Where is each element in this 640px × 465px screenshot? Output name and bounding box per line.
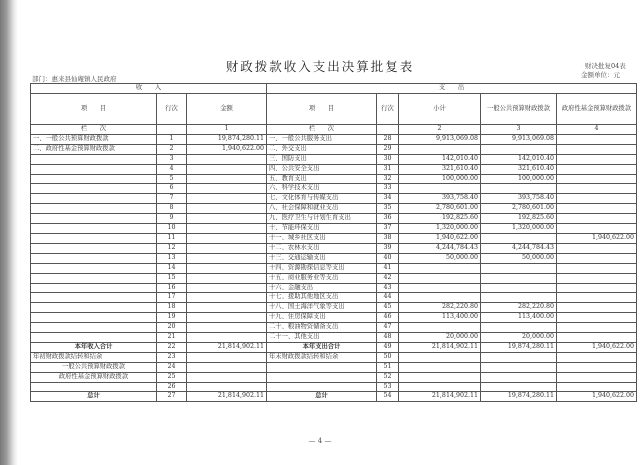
expense-row-no-cell: 37: [377, 224, 399, 234]
income-amount-cell: [187, 362, 267, 372]
general-budget-amount-cell: 19,874,280.11: [481, 392, 557, 402]
table-row: [31, 214, 637, 224]
table-row: [31, 372, 637, 382]
expense-item-cell: 九、医疗卫生与计划生育支出: [267, 214, 377, 224]
income-row-no-cell: 2: [157, 144, 187, 154]
subtotal-cell: [399, 323, 481, 333]
gov-fund-amount-cell: [557, 194, 637, 204]
gov-fund-amount-cell: [557, 362, 637, 372]
table-row: [31, 243, 637, 253]
income-row-no-cell: 18: [157, 303, 187, 313]
expense-row-no-cell: 47: [377, 323, 399, 333]
subtotal-cell: 9,913,069.08: [399, 134, 481, 144]
general-budget-amount-cell: [481, 283, 557, 293]
expense-row-no-cell: 50: [377, 352, 399, 362]
gov-fund-amount-cell: [557, 382, 637, 392]
gov-fund-amount-cell: 1,940,622.00: [557, 233, 637, 243]
general-budget-amount-cell: 20,000.00: [481, 333, 557, 343]
income-item-cell: [31, 204, 157, 214]
page-title: 财政拨款收入支出决算批复表: [225, 59, 415, 74]
general-budget-amount-cell: 50,000.00: [481, 253, 557, 263]
general-budget-amount-cell: 113,400.00: [481, 313, 557, 323]
expense-row-no-cell: 49: [377, 342, 399, 352]
table-row: [31, 333, 637, 343]
income-amount-cell: [187, 204, 267, 214]
income-item-cell: 二、政府性基金预算财政拨款: [31, 144, 157, 154]
expense-item-cell: 十四、资源勘探信息等支出: [267, 263, 377, 273]
amount-unit: 金额单位：元: [581, 71, 620, 79]
income-amount-cell: [187, 293, 267, 303]
gov-fund-amount-cell: [557, 263, 637, 273]
income-row-no-cell: 1: [157, 134, 187, 144]
page-number: — 4 —: [308, 437, 332, 445]
income-amount-cell: [187, 372, 267, 382]
general-budget-amount-cell: [481, 233, 557, 243]
expense-item-cell: 二、外交支出: [267, 144, 377, 154]
gov-fund-amount-cell: [557, 174, 637, 184]
expense-row-no-header: 行次: [377, 94, 399, 125]
income-row-no-cell: 22: [157, 342, 187, 352]
table-row: [31, 174, 637, 184]
income-row-no-cell: 12: [157, 243, 187, 253]
income-row-no-cell: 10: [157, 224, 187, 234]
subtotal-cell: 1,940,622.00: [399, 233, 481, 243]
income-item-cell: [31, 194, 157, 204]
income-row-no-cell: 16: [157, 283, 187, 293]
expense-item-cell: 六、科学技术支出: [267, 184, 377, 194]
subtotal-cell: [399, 263, 481, 273]
table-row: [31, 283, 637, 293]
income-amount-cell: [187, 352, 267, 362]
income-amount-cell: [187, 174, 267, 184]
income-amount-cell: [187, 382, 267, 392]
department-label: 部门：惠来县仙庵镇人民政府: [32, 75, 117, 83]
expense-row-no-cell: 38: [377, 233, 399, 243]
table-row: [31, 134, 637, 144]
income-item-cell: [31, 333, 157, 343]
expense-header: 支 出: [267, 84, 637, 94]
expense-item-cell: 十一、城乡社区支出: [267, 233, 377, 243]
gov-fund-amount-cell: [557, 214, 637, 224]
expense-row-no-cell: 42: [377, 273, 399, 283]
general-budget-amount-cell: 393,758.40: [481, 194, 557, 204]
income-amount-cell: [187, 283, 267, 293]
subtotal-cell: [399, 283, 481, 293]
income-row-no-cell: 27: [157, 392, 187, 402]
subtotal-cell: 20,000.00: [399, 333, 481, 343]
expense-row-no-cell: 41: [377, 263, 399, 273]
expense-item-cell: 一、一般公共服务支出: [267, 134, 377, 144]
income-item-cell: [31, 273, 157, 283]
subtotal-cell: [399, 372, 481, 382]
table-row: [31, 392, 637, 402]
income-amount-cell: [187, 164, 267, 174]
income-row-no-cell: 9: [157, 214, 187, 224]
subtotal-cell: 1,320,000.00: [399, 224, 481, 234]
expense-row-no-cell: 33: [377, 184, 399, 194]
income-row-no-cell: 26: [157, 382, 187, 392]
general-budget-amount-cell: 100,000.00: [481, 174, 557, 184]
table-row: [31, 273, 637, 283]
income-row-no-cell: 11: [157, 233, 187, 243]
subtotal-cell: 21,814,902.11: [399, 342, 481, 352]
expense-row-no-cell: 54: [377, 392, 399, 402]
income-item-cell: [31, 313, 157, 323]
table-row: [31, 144, 637, 154]
column-index-2: 2: [399, 125, 481, 135]
gov-fund-amount-cell: [557, 293, 637, 303]
income-amount-cell: 21,814,902.11: [187, 392, 267, 402]
general-budget-amount-cell: [481, 382, 557, 392]
table-row: [31, 253, 637, 263]
gov-fund-amount-cell: 1,940,622.00: [557, 392, 637, 402]
gov-fund-amount-cell: [557, 303, 637, 313]
gov-fund-amount-cell: [557, 283, 637, 293]
gov-fund-amount-cell: [557, 333, 637, 343]
gov-fund-header: 政府性基金预算财政拨款: [557, 94, 637, 125]
income-item-cell: 年初财政拨款结转和结余: [31, 352, 157, 362]
subtotal-cell: 50,000.00: [399, 253, 481, 263]
column-index-3: 3: [481, 125, 557, 135]
table-row: [31, 154, 637, 164]
expense-item-cell: 十、节能环保支出: [267, 224, 377, 234]
income-amount-cell: [187, 303, 267, 313]
gov-fund-amount-cell: 1,940,622.00: [557, 342, 637, 352]
general-budget-amount-cell: [481, 323, 557, 333]
gov-fund-amount-cell: [557, 164, 637, 174]
expense-row-no-cell: 28: [377, 134, 399, 144]
income-row-no-cell: 3: [157, 154, 187, 164]
subtotal-cell: 113,400.00: [399, 313, 481, 323]
subtotal-cell: [399, 273, 481, 283]
income-amount-cell: [187, 154, 267, 164]
subtotal-cell: 282,220.80: [399, 303, 481, 313]
budget-table: [30, 83, 637, 402]
table-row: [31, 293, 637, 303]
expense-item-cell: 年末财政拨款结转和结余: [267, 352, 377, 362]
expense-item-cell: [267, 382, 377, 392]
expense-item-cell: [267, 362, 377, 372]
expense-row-no-cell: 36: [377, 214, 399, 224]
general-budget-header: 一般公共预算财政拨款: [481, 94, 557, 125]
expense-item-cell: 十八、国土海洋气象等支出: [267, 303, 377, 313]
expense-row-no-cell: 51: [377, 362, 399, 372]
column-index-label: 栏 次: [31, 125, 157, 135]
expense-item-header: 项 目: [267, 94, 377, 125]
gov-fund-amount-cell: [557, 184, 637, 194]
subtotal-cell: [399, 144, 481, 154]
income-item-cell: 政府性基金预算财政拨款: [31, 372, 157, 382]
general-budget-amount-cell: [481, 293, 557, 303]
income-amount-cell: [187, 253, 267, 263]
table-row: [31, 224, 637, 234]
expense-item-cell: 十六、金融支出: [267, 283, 377, 293]
table-row: [31, 204, 637, 214]
income-row-no-cell: 4: [157, 164, 187, 174]
expense-row-no-cell: 40: [377, 253, 399, 263]
expense-row-no-cell: 45: [377, 303, 399, 313]
expense-item-cell: 十五、商业服务业等支出: [267, 273, 377, 283]
subtotal-cell: 2,780,601.00: [399, 204, 481, 214]
table-row: [31, 362, 637, 372]
income-amount-cell: 19,874,280.11: [187, 134, 267, 144]
income-item-cell: [31, 164, 157, 174]
income-amount-cell: [187, 323, 267, 333]
subtotal-cell: [399, 382, 481, 392]
income-item-cell: [31, 214, 157, 224]
income-amount-cell: 1,940,622.00: [187, 144, 267, 154]
table-row: [31, 323, 637, 333]
table-row: [31, 303, 637, 313]
income-row-no-cell: 23: [157, 352, 187, 362]
income-header: 收 入: [31, 84, 267, 94]
general-budget-amount-cell: 192,825.60: [481, 214, 557, 224]
income-item-cell: [31, 174, 157, 184]
general-budget-amount-cell: 19,874,280.11: [481, 342, 557, 352]
subtotal-cell: 21,814,902.11: [399, 392, 481, 402]
income-row-no-cell: 5: [157, 174, 187, 184]
gov-fund-amount-cell: [557, 253, 637, 263]
expense-item-cell: 十二、农林水支出: [267, 243, 377, 253]
table-row: [31, 184, 637, 194]
income-item-cell: [31, 293, 157, 303]
subtotal-cell: [399, 362, 481, 372]
income-amount-cell: [187, 313, 267, 323]
income-item-cell: [31, 303, 157, 313]
income-item-cell: 总计: [31, 392, 157, 402]
general-budget-amount-cell: 282,220.80: [481, 303, 557, 313]
expense-row-no-cell: 31: [377, 164, 399, 174]
expense-row-no-cell: 29: [377, 144, 399, 154]
expense-item-cell: 十三、交通运输支出: [267, 253, 377, 263]
income-row-no-cell: 19: [157, 313, 187, 323]
subtotal-cell: 321,610.40: [399, 164, 481, 174]
income-item-cell: [31, 184, 157, 194]
income-amount-cell: [187, 263, 267, 273]
table-row: [31, 164, 637, 174]
column-index-label: 栏 次: [267, 125, 377, 135]
column-index-4: 4: [557, 125, 637, 135]
general-budget-amount-cell: [481, 372, 557, 382]
expense-item-cell: [267, 372, 377, 382]
form-code: 财决批复04表: [585, 62, 626, 70]
table-body: [31, 134, 637, 401]
income-item-cell: [31, 253, 157, 263]
general-budget-amount-cell: 321,610.40: [481, 164, 557, 174]
expense-item-cell: 三、国防支出: [267, 154, 377, 164]
gov-fund-amount-cell: [557, 273, 637, 283]
income-row-no-cell: 25: [157, 372, 187, 382]
income-item-cell: [31, 283, 157, 293]
table-row: [31, 194, 637, 204]
general-budget-amount-cell: [481, 362, 557, 372]
income-item-cell: 一般公共预算财政拨款: [31, 362, 157, 372]
expense-row-no-cell: 46: [377, 313, 399, 323]
gov-fund-amount-cell: [557, 204, 637, 214]
income-amount-cell: [187, 333, 267, 343]
expense-row-no-cell: 34: [377, 194, 399, 204]
gov-fund-amount-cell: [557, 352, 637, 362]
expense-row-no-cell: 39: [377, 243, 399, 253]
general-budget-amount-cell: [481, 273, 557, 283]
table-row: [31, 233, 637, 243]
income-item-cell: 一、一般公共预算财政拨款: [31, 134, 157, 144]
table-row: [31, 382, 637, 392]
expense-row-no-cell: 30: [377, 154, 399, 164]
expense-row-no-cell: 43: [377, 283, 399, 293]
income-amount-cell: [187, 184, 267, 194]
income-row-no-cell: 7: [157, 194, 187, 204]
general-budget-amount-cell: 2,780,601.00: [481, 204, 557, 214]
gov-fund-amount-cell: [557, 313, 637, 323]
subtotal-cell: 4,244,784.43: [399, 243, 481, 253]
general-budget-amount-cell: 9,913,069.08: [481, 134, 557, 144]
expense-row-no-cell: 52: [377, 372, 399, 382]
income-item-cell: [31, 382, 157, 392]
table-row: [31, 263, 637, 273]
expense-item-cell: 本年支出合计: [267, 342, 377, 352]
expense-row-no-cell: 53: [377, 382, 399, 392]
subtotal-cell: [399, 293, 481, 303]
income-item-cell: [31, 263, 157, 273]
expense-item-cell: 二十、粮油物资储备支出: [267, 323, 377, 333]
expense-row-no-cell: 32: [377, 174, 399, 184]
general-budget-amount-cell: [481, 263, 557, 273]
gov-fund-amount-cell: [557, 243, 637, 253]
income-item-cell: [31, 224, 157, 234]
expense-item-cell: 十七、援助其他地区支出: [267, 293, 377, 303]
expense-item-cell: 八、社会保障和就业支出: [267, 204, 377, 214]
expense-item-cell: 二十一、其他支出: [267, 333, 377, 343]
expense-item-cell: 十九、住房保障支出: [267, 313, 377, 323]
table-row: [31, 342, 637, 352]
income-amount-cell: [187, 214, 267, 224]
general-budget-amount-cell: [481, 184, 557, 194]
income-amount-cell: [187, 273, 267, 283]
expense-item-cell: 五、教育支出: [267, 174, 377, 184]
expense-row-no-cell: 44: [377, 293, 399, 303]
gov-fund-amount-cell: [557, 372, 637, 382]
income-amount-cell: [187, 233, 267, 243]
income-amount-cell: [187, 243, 267, 253]
income-item-cell: [31, 154, 157, 164]
income-row-no-cell: 21: [157, 333, 187, 343]
income-item-cell: [31, 243, 157, 253]
subtotal-cell: 100,000.00: [399, 174, 481, 184]
general-budget-amount-cell: 1,320,000.00: [481, 224, 557, 234]
expense-item-cell: 四、公共安全支出: [267, 164, 377, 174]
gov-fund-amount-cell: [557, 154, 637, 164]
income-amount-header: 金额: [187, 94, 267, 125]
subtotal-cell: 393,758.40: [399, 194, 481, 204]
income-row-no-header: 行次: [157, 94, 187, 125]
table-row: [31, 313, 637, 323]
expense-item-cell: 七、文化体育与传媒支出: [267, 194, 377, 204]
general-budget-amount-cell: 4,244,784.43: [481, 243, 557, 253]
income-amount-cell: 21,814,902.11: [187, 342, 267, 352]
income-row-no-cell: 15: [157, 273, 187, 283]
subtotal-cell: [399, 184, 481, 194]
income-item-cell: [31, 233, 157, 243]
income-item-header: 项 目: [31, 94, 157, 125]
gov-fund-amount-cell: [557, 144, 637, 154]
income-amount-cell: [187, 194, 267, 204]
income-item-cell: 本年收入合计: [31, 342, 157, 352]
gov-fund-amount-cell: [557, 134, 637, 144]
subtotal-header: 小计: [399, 94, 481, 125]
subtotal-cell: 142,010.40: [399, 154, 481, 164]
income-row-no-cell: 8: [157, 204, 187, 214]
income-row-no-cell: 14: [157, 263, 187, 273]
income-row-no-cell: 13: [157, 253, 187, 263]
income-amount-cell: [187, 224, 267, 234]
column-index-1: 1: [187, 125, 267, 135]
table-row: [31, 352, 637, 362]
subtotal-cell: [399, 352, 481, 362]
expense-row-no-cell: 35: [377, 204, 399, 214]
general-budget-amount-cell: [481, 352, 557, 362]
gov-fund-amount-cell: [557, 323, 637, 333]
subtotal-cell: 192,825.60: [399, 214, 481, 224]
expense-item-cell: 总计: [267, 392, 377, 402]
general-budget-amount-cell: [481, 144, 557, 154]
general-budget-amount-cell: 142,010.40: [481, 154, 557, 164]
expense-row-no-cell: 48: [377, 333, 399, 343]
income-row-no-cell: 20: [157, 323, 187, 333]
income-item-cell: [31, 323, 157, 333]
gov-fund-amount-cell: [557, 224, 637, 234]
income-row-no-cell: 6: [157, 184, 187, 194]
income-row-no-cell: 17: [157, 293, 187, 303]
income-row-no-cell: 24: [157, 362, 187, 372]
